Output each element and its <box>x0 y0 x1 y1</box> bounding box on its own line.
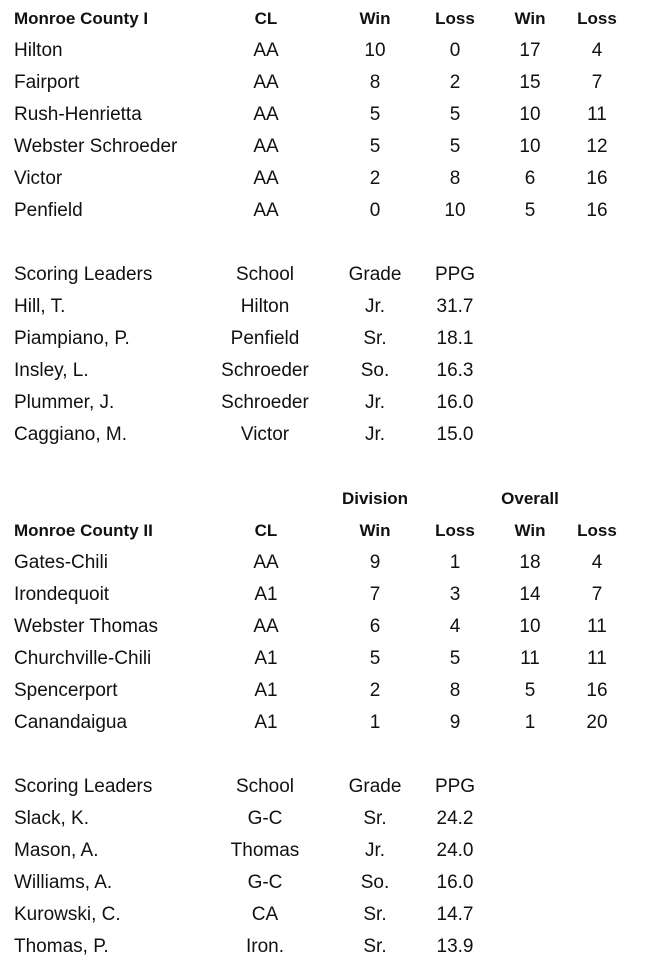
leader-row <box>0 419 646 451</box>
division-wins: 2 <box>369 168 381 189</box>
player-school: CA <box>251 904 279 925</box>
team-name: Victor <box>14 168 63 189</box>
school-header: School <box>235 776 295 797</box>
overall-losses: 11 <box>587 648 607 669</box>
scoring-leaders-header-row <box>0 259 646 291</box>
division-win-header: Win <box>359 521 391 540</box>
division-wins: 6 <box>369 616 381 637</box>
player-grade: So. <box>360 360 390 381</box>
scoring-leaders-title: Scoring Leaders <box>14 776 153 797</box>
player-name: Insley, L. <box>14 360 89 381</box>
overall-losses: 4 <box>591 40 603 61</box>
player-grade: Sr. <box>363 936 387 957</box>
player-ppg: 13.9 <box>436 936 474 957</box>
division-wins: 1 <box>369 712 381 733</box>
overall-wins: 14 <box>519 584 541 605</box>
team-row <box>0 579 646 611</box>
player-ppg: 16.0 <box>436 872 474 893</box>
overall-losses: 4 <box>591 552 603 573</box>
team-row <box>0 643 646 675</box>
leader-row <box>0 355 646 387</box>
player-ppg: 15.0 <box>436 424 474 445</box>
team-class: AA <box>253 40 279 61</box>
player-name: Piampiano, P. <box>14 328 130 349</box>
player-ppg: 16.0 <box>436 392 474 413</box>
player-school: Iron. <box>245 936 285 957</box>
overall-losses: 16 <box>586 680 608 701</box>
team-row <box>0 547 646 579</box>
team-row <box>0 675 646 707</box>
division-losses: 9 <box>449 712 461 733</box>
overall-losses: 11 <box>587 616 607 637</box>
player-ppg: 14.7 <box>436 904 474 925</box>
division-losses: 5 <box>449 136 461 157</box>
leader-row <box>0 899 646 931</box>
team-name: Rush-Henrietta <box>14 104 142 125</box>
team-row <box>0 35 646 67</box>
player-ppg: 31.7 <box>436 296 474 317</box>
team-name: Webster Schroeder <box>14 136 178 157</box>
team-class: AA <box>253 552 279 573</box>
grade-header: Grade <box>348 776 402 797</box>
overall-wins: 17 <box>519 40 541 61</box>
division-loss-header: Loss <box>435 9 475 28</box>
player-ppg: 16.3 <box>436 360 474 381</box>
division-wins: 5 <box>369 648 381 669</box>
overall-wins: 10 <box>519 136 541 157</box>
overall-wins: 5 <box>524 200 536 221</box>
player-grade: Jr. <box>364 392 386 413</box>
team-class: A1 <box>254 680 278 701</box>
overall-losses: 12 <box>586 136 608 157</box>
team-row <box>0 163 646 195</box>
team-class: A1 <box>254 584 278 605</box>
division-losses: 1 <box>449 552 461 573</box>
division-group-label: Division <box>341 489 409 508</box>
division-win-header: Win <box>359 9 391 28</box>
grade-header: Grade <box>348 264 402 285</box>
standings-header-row <box>0 3 646 35</box>
overall-losses: 11 <box>587 104 607 125</box>
player-grade: Jr. <box>364 296 386 317</box>
overall-losses: 20 <box>586 712 608 733</box>
player-ppg: 18.1 <box>436 328 474 349</box>
player-grade: Sr. <box>363 808 387 829</box>
team-class: AA <box>253 200 279 221</box>
overall-win-header: Win <box>514 521 546 540</box>
overall-wins: 15 <box>519 72 541 93</box>
player-name: Thomas, P. <box>14 936 109 957</box>
division-wins: 9 <box>369 552 381 573</box>
overall-wins: 10 <box>519 616 541 637</box>
team-name: Churchville-Chili <box>14 648 152 669</box>
player-name: Kurowski, C. <box>14 904 121 925</box>
division-losses: 8 <box>449 680 461 701</box>
leader-row <box>0 803 646 835</box>
team-class: A1 <box>254 712 278 733</box>
league-title: Monroe County II <box>14 521 153 540</box>
overall-wins: 18 <box>519 552 541 573</box>
player-grade: Sr. <box>363 904 387 925</box>
overall-win-header: Win <box>514 9 546 28</box>
division-losses: 0 <box>449 40 461 61</box>
division-wins: 0 <box>369 200 381 221</box>
division-losses: 2 <box>449 72 461 93</box>
team-row <box>0 67 646 99</box>
team-name: Webster Thomas <box>14 616 158 637</box>
player-name: Williams, A. <box>14 872 113 893</box>
player-name: Caggiano, M. <box>14 424 128 445</box>
overall-wins: 10 <box>519 104 541 125</box>
team-class: AA <box>253 616 279 637</box>
player-grade: So. <box>360 872 390 893</box>
division-losses: 10 <box>444 200 466 221</box>
team-name: Irondequoit <box>14 584 110 605</box>
player-ppg: 24.2 <box>436 808 474 829</box>
player-school: G-C <box>247 808 283 829</box>
division-wins: 7 <box>369 584 381 605</box>
player-school: G-C <box>247 872 283 893</box>
player-name: Plummer, J. <box>14 392 115 413</box>
division-losses: 3 <box>449 584 461 605</box>
division-losses: 5 <box>449 104 461 125</box>
leader-row <box>0 387 646 419</box>
player-grade: Jr. <box>364 424 386 445</box>
scoring-leaders-header-row <box>0 771 646 803</box>
overall-losses: 16 <box>586 200 608 221</box>
team-name: Penfield <box>14 200 83 221</box>
overall-losses: 7 <box>591 584 603 605</box>
leader-row <box>0 835 646 867</box>
player-ppg: 24.0 <box>436 840 474 861</box>
team-name: Spencerport <box>14 680 118 701</box>
team-row <box>0 99 646 131</box>
player-school: Penfield <box>230 328 300 349</box>
overall-loss-header: Loss <box>577 9 617 28</box>
player-grade: Sr. <box>363 328 387 349</box>
overall-losses: 16 <box>586 168 608 189</box>
team-row <box>0 707 646 739</box>
player-school: Victor <box>240 424 290 445</box>
division-wins: 2 <box>369 680 381 701</box>
leader-row <box>0 323 646 355</box>
player-school: Hilton <box>240 296 290 317</box>
team-class: AA <box>253 136 279 157</box>
team-class: AA <box>253 72 279 93</box>
overall-losses: 7 <box>591 72 603 93</box>
overall-wins: 1 <box>524 712 536 733</box>
division-losses: 4 <box>449 616 461 637</box>
scoring-leaders-title: Scoring Leaders <box>14 264 153 285</box>
player-name: Slack, K. <box>14 808 89 829</box>
column-group-header <box>0 483 646 515</box>
overall-loss-header: Loss <box>577 521 617 540</box>
team-row <box>0 195 646 227</box>
ppg-header: PPG <box>434 264 476 285</box>
team-row <box>0 611 646 643</box>
team-name: Fairport <box>14 72 80 93</box>
leader-row <box>0 867 646 899</box>
player-name: Hill, T. <box>14 296 66 317</box>
team-class: AA <box>253 104 279 125</box>
player-school: Schroeder <box>221 392 309 413</box>
league-title: Monroe County I <box>14 9 149 28</box>
player-name: Mason, A. <box>14 840 99 861</box>
division-wins: 5 <box>369 104 381 125</box>
class-header: CL <box>254 521 278 540</box>
division-wins: 8 <box>369 72 381 93</box>
player-school: Thomas <box>230 840 300 861</box>
team-name: Canandaigua <box>14 712 128 733</box>
overall-wins: 6 <box>524 168 536 189</box>
class-header: CL <box>254 9 278 28</box>
overall-wins: 5 <box>524 680 536 701</box>
team-name: Hilton <box>14 40 63 61</box>
overall-group-label: Overall <box>501 489 559 508</box>
division-losses: 8 <box>449 168 461 189</box>
overall-wins: 11 <box>520 648 540 669</box>
player-school: Schroeder <box>221 360 309 381</box>
team-row <box>0 131 646 163</box>
school-header: School <box>235 264 295 285</box>
standings-header-row <box>0 515 646 547</box>
player-grade: Jr. <box>364 840 386 861</box>
team-name: Gates-Chili <box>14 552 108 573</box>
division-losses: 5 <box>449 648 461 669</box>
team-class: AA <box>253 168 279 189</box>
leader-row <box>0 931 646 963</box>
division-loss-header: Loss <box>435 521 475 540</box>
division-wins: 10 <box>364 40 386 61</box>
ppg-header: PPG <box>434 776 476 797</box>
team-class: A1 <box>254 648 278 669</box>
leader-row <box>0 291 646 323</box>
division-wins: 5 <box>369 136 381 157</box>
